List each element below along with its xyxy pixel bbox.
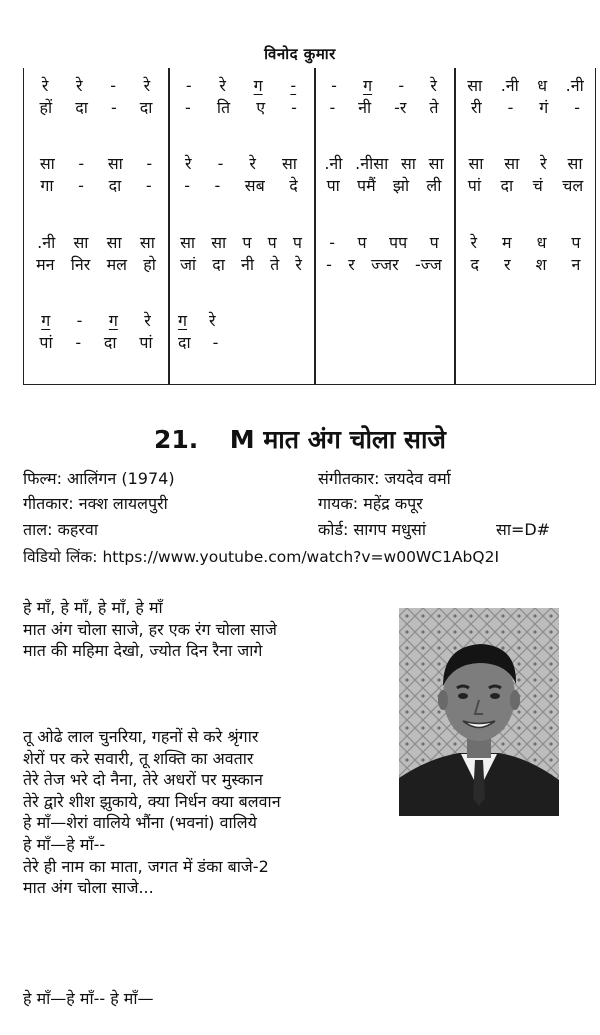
notation-row bbox=[24, 252, 595, 276]
notation-token: सा bbox=[73, 233, 89, 252]
film-info: फिल्म: आलिंगन (1974) bbox=[23, 469, 175, 488]
notation-token: - bbox=[217, 153, 224, 173]
notation-cell bbox=[458, 252, 593, 276]
notation-token: - bbox=[78, 153, 85, 173]
notation-token: -ज्ज bbox=[415, 255, 442, 274]
notation-token: पां bbox=[39, 333, 53, 352]
lyric-line: मात की महिमा देखो, ज्योत दिन रैना जागे bbox=[23, 641, 263, 661]
notation-row bbox=[24, 95, 595, 119]
lyric-line: मात अंग चोला साजे, हर एक रंग चोला साजे bbox=[23, 619, 277, 639]
notation-cell bbox=[172, 252, 310, 276]
notation-token: ते bbox=[270, 255, 280, 274]
notation-cell bbox=[172, 230, 310, 254]
lyrics-stanza-1 bbox=[23, 597, 277, 662]
notation-cell bbox=[28, 73, 164, 97]
notation-token: नी bbox=[358, 98, 372, 117]
notation-token: रे bbox=[143, 76, 151, 95]
lyric-line: हे माँ—शेरां वालिये भौंना (भवनां) वालिये bbox=[23, 813, 257, 833]
notation-row bbox=[24, 73, 595, 97]
notation-token: ज्जर bbox=[371, 255, 399, 274]
notation-token: ते bbox=[429, 98, 439, 117]
notation-token: - bbox=[185, 75, 192, 95]
notation-row bbox=[24, 173, 595, 197]
notation-token: ग bbox=[178, 311, 188, 330]
lyric-line: शेरों पर करे सवारी, तू शक्ति का अवतार bbox=[23, 748, 254, 768]
notation-token: पां bbox=[467, 176, 481, 195]
lyrics-stanza-2 bbox=[23, 726, 281, 899]
notation-row bbox=[24, 151, 595, 175]
notation-cell bbox=[318, 95, 450, 119]
notation-cell bbox=[172, 330, 316, 354]
notation-cell bbox=[458, 73, 593, 97]
notation-cell bbox=[172, 308, 316, 332]
notation-token: - bbox=[214, 175, 221, 195]
notation-token: द bbox=[470, 255, 480, 274]
notation-token: गा bbox=[40, 176, 54, 195]
notation-token: ति bbox=[216, 98, 231, 117]
lyric-line: तू ओढे लाल चुनरिया, गहनों से करे श्रृंगार bbox=[23, 727, 259, 746]
notation-token: प bbox=[267, 233, 277, 252]
song-number: 21. bbox=[154, 425, 199, 454]
notation-token: सा bbox=[468, 154, 484, 173]
sa-key-info: सा=D# bbox=[496, 520, 551, 539]
notation-token: चं bbox=[532, 176, 543, 195]
notation-token: दा bbox=[178, 333, 191, 352]
chords-info: कोर्ड: सागप मधुसां bbox=[318, 520, 426, 539]
notation-token: प bbox=[429, 233, 439, 252]
notation-table bbox=[23, 68, 596, 385]
notation-token: दा bbox=[139, 98, 153, 117]
notation-token: पमैं bbox=[357, 176, 376, 195]
notation-token: रे bbox=[540, 154, 547, 173]
lyric-line: तेरे द्वारे शीश झुकाये, क्या निर्धन क्या बलवान bbox=[23, 791, 281, 811]
notation-token: झो bbox=[392, 176, 410, 195]
notation-token: - bbox=[329, 232, 335, 252]
notation-token: रे bbox=[295, 255, 302, 274]
notation-cell bbox=[28, 252, 164, 276]
notation-token: रे bbox=[185, 154, 192, 173]
notation-token: ए bbox=[256, 98, 266, 117]
notation-token: - bbox=[290, 75, 297, 95]
notation-cell bbox=[28, 308, 164, 332]
notation-token: सा bbox=[504, 154, 520, 173]
notation-token: रे bbox=[249, 154, 256, 173]
notation-token: र bbox=[348, 255, 355, 274]
notation-token: - bbox=[185, 97, 191, 117]
notation-row bbox=[24, 330, 595, 354]
notation-token: - bbox=[146, 153, 153, 173]
notation-token: प bbox=[357, 233, 367, 252]
video-link[interactable]: विडियो लिंक: https://www.youtube.com/watch?v=w00WC1AbQ2I bbox=[23, 548, 500, 566]
notation-token: चल bbox=[562, 176, 584, 195]
notation-token: री bbox=[470, 98, 482, 117]
notation-row bbox=[24, 230, 595, 254]
notation-token: श bbox=[535, 255, 547, 274]
notation-token: दा bbox=[212, 255, 225, 274]
notation-cell bbox=[318, 173, 450, 197]
notation-token: .नी bbox=[37, 233, 56, 252]
notation-token: - bbox=[78, 175, 84, 195]
notation-token: ग bbox=[108, 311, 118, 330]
notation-token: सा bbox=[281, 154, 297, 173]
notation-cell bbox=[172, 73, 310, 97]
notation-token: - bbox=[75, 332, 82, 352]
notation-token: दा bbox=[500, 176, 514, 195]
notation-token: हों bbox=[39, 98, 53, 117]
notation-token: रे bbox=[144, 311, 151, 330]
notation-row bbox=[24, 308, 595, 332]
notation-token: रे bbox=[209, 311, 216, 330]
notation-token: .नी bbox=[324, 154, 343, 173]
notation-token: प bbox=[571, 233, 581, 252]
notation-token: पा bbox=[326, 176, 340, 195]
notation-cell bbox=[318, 73, 450, 97]
notation-token: हो bbox=[143, 255, 156, 274]
notation-cell bbox=[318, 330, 450, 354]
notation-token: सा bbox=[467, 76, 483, 95]
notation-token: रे bbox=[430, 76, 437, 95]
lyric-line: हे माँ—हे माँ-- bbox=[23, 834, 106, 854]
notation-token: सा bbox=[180, 233, 196, 252]
lyric-line: मात अंग चोला साजे... bbox=[23, 878, 154, 898]
notation-token: - bbox=[329, 97, 336, 117]
notation-token: सा bbox=[139, 233, 155, 252]
notation-token: - bbox=[110, 75, 116, 95]
notation-token: -र bbox=[394, 98, 407, 117]
notation-token: न bbox=[571, 255, 581, 274]
notation-cell bbox=[28, 230, 164, 254]
notation-token: - bbox=[291, 97, 297, 117]
notation-token: - bbox=[331, 75, 337, 95]
notation-token: जां bbox=[180, 255, 197, 274]
notation-cell bbox=[458, 230, 593, 254]
notation-token: सा bbox=[567, 154, 583, 173]
notation-token: ध bbox=[537, 76, 548, 95]
notation-token: सा bbox=[107, 154, 123, 173]
lyric-line: तेरे ही नाम का माता, जगत में डंका बाजे-2 bbox=[23, 856, 269, 876]
notation-cell bbox=[28, 173, 164, 197]
notation-token: सा bbox=[400, 154, 416, 173]
notation-token: - bbox=[574, 97, 580, 117]
notation-token: सा bbox=[39, 154, 55, 173]
notation-token: ली bbox=[426, 176, 442, 195]
notation-token: - bbox=[398, 75, 405, 95]
lyricist-info: गीतकार: नक्श लायलपुरी bbox=[23, 494, 168, 513]
notation-cell bbox=[28, 151, 164, 175]
notation-token: मन bbox=[36, 255, 55, 274]
notation-token: - bbox=[184, 175, 191, 195]
notation-token: - bbox=[212, 332, 219, 352]
notation-token: ध bbox=[536, 233, 547, 252]
notation-cell bbox=[318, 308, 450, 332]
notation-cell bbox=[318, 230, 450, 254]
notation-token: - bbox=[507, 97, 514, 117]
singer-photo bbox=[399, 608, 559, 816]
notation-token: सा bbox=[211, 233, 227, 252]
notation-cell bbox=[458, 308, 593, 332]
lyric-line: हे माँ—हे माँ-- हे माँ— bbox=[23, 989, 154, 1008]
notation-token: रे bbox=[41, 76, 49, 95]
notation-token: म bbox=[502, 233, 512, 252]
notation-token: दे bbox=[289, 176, 298, 195]
notation-cell bbox=[458, 151, 593, 175]
notation-token: गं bbox=[539, 98, 549, 117]
song-title bbox=[0, 422, 600, 456]
notation-cell bbox=[28, 330, 164, 354]
notation-token: पप bbox=[389, 233, 408, 252]
notation-token: रे bbox=[470, 233, 478, 252]
notation-cell bbox=[172, 173, 310, 197]
notation-token: दा bbox=[75, 98, 88, 117]
notation-token: - bbox=[76, 310, 83, 330]
notation-token: - bbox=[145, 175, 152, 195]
notation-token: निर bbox=[70, 255, 91, 274]
composer-info: संगीतकार: जयदेव वर्मा bbox=[318, 469, 451, 488]
taal-info: ताल: कहरवा bbox=[23, 520, 98, 539]
notation-token: .नी bbox=[565, 76, 584, 95]
lyrics-stanza-3 bbox=[23, 988, 154, 1010]
notation-token: ग bbox=[363, 76, 373, 95]
notation-token: प bbox=[242, 233, 252, 252]
singer-info: गायक: महेंद्र कपूर bbox=[318, 494, 423, 513]
page-header-author: विनोद कुमार bbox=[264, 45, 336, 63]
notation-cell bbox=[458, 95, 593, 119]
song-title-text: M मात अंग चोला साजे bbox=[229, 425, 446, 454]
notation-token: ग bbox=[253, 76, 263, 95]
notation-token: - bbox=[326, 254, 332, 274]
notation-cell bbox=[318, 151, 450, 175]
notation-token: सा bbox=[106, 233, 122, 252]
notation-cell bbox=[172, 151, 310, 175]
notation-cell bbox=[172, 95, 310, 119]
notation-token: पां bbox=[139, 333, 153, 352]
notation-token: सब bbox=[244, 176, 265, 195]
lyric-line: तेरे तेज भरे दो नैना, तेरे अधरों पर मुस्कान bbox=[23, 770, 263, 790]
notation-token: नी bbox=[240, 255, 255, 274]
notation-token: सा bbox=[428, 154, 444, 173]
notation-cell bbox=[458, 173, 593, 197]
notation-token: रे bbox=[76, 76, 83, 95]
notation-cell bbox=[458, 330, 593, 354]
notation-token: ग bbox=[41, 311, 51, 330]
notation-cell bbox=[28, 95, 164, 119]
notation-token: प bbox=[292, 233, 302, 252]
notation-token: दा bbox=[103, 333, 117, 352]
notation-token: - bbox=[110, 97, 117, 117]
notation-token: रे bbox=[219, 76, 226, 95]
notation-token: .नी bbox=[500, 76, 519, 95]
notation-token: र bbox=[504, 255, 511, 274]
lyric-line: हे माँ, हे माँ, हे माँ, हे माँ bbox=[23, 598, 163, 617]
notation-token: मल bbox=[106, 255, 127, 274]
notation-token: .नीसा bbox=[355, 154, 389, 173]
notation-token: दा bbox=[108, 176, 122, 195]
notation-cell bbox=[318, 252, 450, 276]
